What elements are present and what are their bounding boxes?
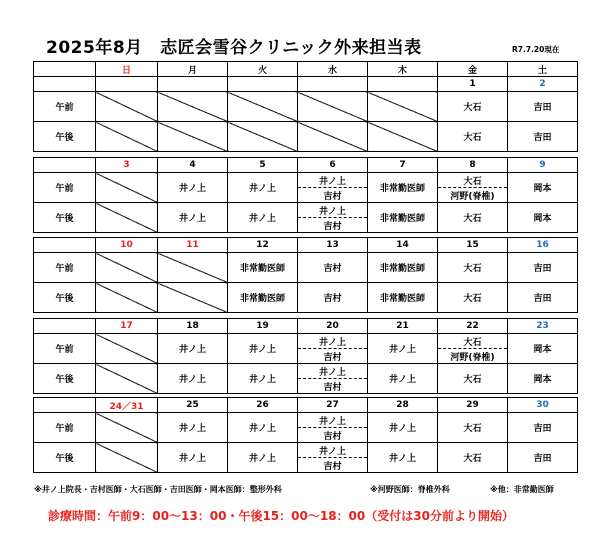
date-cell: 8	[438, 158, 508, 173]
date-cell: 28	[368, 398, 438, 413]
slot-label: 午後	[34, 283, 96, 313]
doctor-name: 吉村	[298, 283, 368, 313]
doctor-name: 井ノ上	[158, 334, 228, 364]
afternoon-row	[34, 364, 578, 394]
week-table	[33, 318, 578, 394]
date-row-label	[34, 238, 96, 253]
closed-cell	[298, 92, 368, 122]
doctor-name: 井ノ上	[158, 203, 228, 233]
closed-cell	[96, 122, 158, 152]
date-cell	[158, 77, 228, 92]
slot-label: 午前	[34, 173, 96, 203]
afternoon-row	[34, 443, 578, 473]
date-cell: 3	[96, 158, 158, 173]
day-header-row	[34, 62, 578, 77]
closed-cell	[96, 253, 158, 283]
slot-label: 午後	[34, 203, 96, 233]
doctor-name: 吉田	[508, 122, 578, 152]
date-cell	[368, 77, 438, 92]
date-cell: 1	[438, 77, 508, 92]
day-header: 水	[298, 62, 368, 77]
date-cell: 10	[96, 238, 158, 253]
closed-cell	[158, 92, 228, 122]
date-cell: 20	[298, 319, 368, 334]
doctor-name: 井ノ上	[228, 173, 298, 203]
page-title: 2025年8月 志匠会雪谷クリニック外来担当表	[46, 38, 422, 58]
morning-row	[34, 173, 578, 203]
doctor-name: 非常勤医師	[368, 253, 438, 283]
date-cell: 21	[368, 319, 438, 334]
date-cell: 9	[508, 158, 578, 173]
doctor-name: 大石	[438, 203, 508, 233]
doctor-name: 井ノ上	[368, 334, 438, 364]
date-cell: 2	[508, 77, 578, 92]
doctor-name: 井ノ上	[158, 364, 228, 394]
closed-cell	[96, 364, 158, 394]
closed-cell	[228, 92, 298, 122]
date-row-label	[34, 77, 96, 92]
date-cell: 4	[158, 158, 228, 173]
date-row	[34, 398, 578, 413]
morning-row	[34, 413, 578, 443]
day-header: 木	[368, 62, 438, 77]
date-cell: 6	[298, 158, 368, 173]
footnote-spine: ※河野医師：脊椎外科	[370, 485, 450, 494]
day-header: 日	[96, 62, 158, 77]
doctor-name: 井ノ上	[298, 334, 367, 349]
doctor-name: 井ノ上	[228, 413, 298, 443]
closed-cell	[96, 283, 158, 313]
doctor-name: 井ノ上	[298, 443, 367, 458]
doctor-name: 非常勤医師	[368, 283, 438, 313]
date-cell: 16	[508, 238, 578, 253]
as-of-date: R7.7.20現在	[512, 45, 560, 54]
schedule-cell	[298, 173, 368, 203]
date-cell: 27	[298, 398, 368, 413]
date-cell: 24／31	[96, 398, 158, 413]
doctor-name: 井ノ上	[298, 203, 367, 218]
doctor-name: 吉田	[508, 92, 578, 122]
afternoon-row	[34, 283, 578, 313]
date-cell	[228, 77, 298, 92]
slot-label: 午前	[34, 413, 96, 443]
slot-label: 午後	[34, 443, 96, 473]
date-cell: 5	[228, 158, 298, 173]
afternoon-row	[34, 122, 578, 152]
schedule-cell	[298, 364, 368, 394]
doctor-name: 岡本	[508, 334, 578, 364]
doctor-name: 井ノ上	[158, 413, 228, 443]
closed-cell	[96, 203, 158, 233]
date-row	[34, 319, 578, 334]
closed-cell	[158, 253, 228, 283]
schedule-cell	[298, 413, 368, 443]
date-row	[34, 158, 578, 173]
doctor-name: 河野(脊椎)	[450, 352, 495, 363]
slot-label: 午前	[34, 92, 96, 122]
week-table	[33, 237, 578, 313]
doctor-name: 吉村	[323, 431, 342, 442]
date-cell: 19	[228, 319, 298, 334]
slot-label: 午前	[34, 334, 96, 364]
doctor-name: 井ノ上	[368, 364, 438, 394]
doctor-name: 吉村	[323, 352, 342, 363]
doctor-name: 吉田	[508, 413, 578, 443]
date-cell: 12	[228, 238, 298, 253]
doctor-name: 吉村	[323, 221, 342, 232]
date-cell: 22	[438, 319, 508, 334]
day-header: 土	[508, 62, 578, 77]
doctor-name: 井ノ上	[298, 173, 367, 188]
doctor-name: 吉村	[323, 461, 342, 472]
doctor-name: 大石	[438, 413, 508, 443]
closed-cell	[158, 122, 228, 152]
doctor-name: 岡本	[508, 173, 578, 203]
doctor-name: 河野(脊椎)	[450, 191, 495, 202]
closed-cell	[96, 173, 158, 203]
date-cell: 17	[96, 319, 158, 334]
clinic-hours: 診療時間：午前9：00～13：00・午後15：00～18：00（受付は30分前より開始）	[48, 509, 514, 523]
doctor-name: 大石	[438, 173, 507, 188]
date-cell: 23	[508, 319, 578, 334]
schedule-cell	[298, 334, 368, 364]
doctor-name: 井ノ上	[228, 203, 298, 233]
week-table	[33, 157, 578, 233]
doctor-name: 大石	[438, 92, 508, 122]
closed-cell	[96, 413, 158, 443]
doctor-name: 井ノ上	[368, 443, 438, 473]
day-header: 金	[438, 62, 508, 77]
doctor-name: 岡本	[508, 364, 578, 394]
doctor-name: 井ノ上	[228, 364, 298, 394]
doctor-name: 吉村	[298, 253, 368, 283]
day-header: 火	[228, 62, 298, 77]
date-cell: 25	[158, 398, 228, 413]
doctor-name: 岡本	[508, 203, 578, 233]
doctor-name: 吉田	[508, 283, 578, 313]
date-row-label	[34, 319, 96, 334]
slot-label: 午後	[34, 364, 96, 394]
doctor-name: 井ノ上	[368, 413, 438, 443]
doctor-name: 非常勤医師	[228, 283, 298, 313]
slot-label: 午前	[34, 253, 96, 283]
closed-cell	[228, 122, 298, 152]
closed-cell	[298, 122, 368, 152]
date-cell: 14	[368, 238, 438, 253]
date-cell: 15	[438, 238, 508, 253]
closed-cell	[158, 283, 228, 313]
doctor-name: 吉村	[323, 382, 342, 393]
closed-cell	[368, 92, 438, 122]
date-cell: 11	[158, 238, 228, 253]
date-row-label	[34, 398, 96, 413]
date-cell: 13	[298, 238, 368, 253]
date-cell: 7	[368, 158, 438, 173]
doctor-name: 非常勤医師	[368, 173, 438, 203]
schedule-cell	[438, 334, 508, 364]
slot-label: 午後	[34, 122, 96, 152]
doctor-name: 井ノ上	[158, 173, 228, 203]
doctor-name: 井ノ上	[298, 413, 367, 428]
week-table	[33, 397, 578, 473]
day-header: 月	[158, 62, 228, 77]
closed-cell	[96, 334, 158, 364]
doctor-name: 大石	[438, 253, 508, 283]
doctor-name: 大石	[438, 364, 508, 394]
date-cell: 29	[438, 398, 508, 413]
closed-cell	[96, 92, 158, 122]
morning-row	[34, 334, 578, 364]
closed-cell	[368, 122, 438, 152]
doctor-name: 非常勤医師	[228, 253, 298, 283]
schedule-cell	[438, 173, 508, 203]
date-cell: 26	[228, 398, 298, 413]
doctor-name: 非常勤医師	[368, 203, 438, 233]
doctor-name: 大石	[438, 443, 508, 473]
doctor-name: 吉田	[508, 443, 578, 473]
week-table	[33, 61, 578, 152]
doctor-name: 吉村	[323, 191, 342, 202]
date-row-label	[34, 158, 96, 173]
doctor-name: 井ノ上	[158, 443, 228, 473]
corner-cell	[34, 62, 96, 77]
footnote-other: ※他：非常勤医師	[490, 485, 554, 494]
doctor-name: 吉田	[508, 253, 578, 283]
doctor-name: 大石	[438, 122, 508, 152]
afternoon-row	[34, 203, 578, 233]
doctor-name: 井ノ上	[228, 334, 298, 364]
doctor-name: 大石	[438, 283, 508, 313]
closed-cell	[96, 443, 158, 473]
morning-row	[34, 92, 578, 122]
doctor-name: 井ノ上	[298, 364, 367, 379]
date-cell: 30	[508, 398, 578, 413]
schedule-cell	[298, 203, 368, 233]
date-row	[34, 77, 578, 92]
date-cell	[96, 77, 158, 92]
footnote-ortho: ※井ノ上院長・吉村医師・大石医師・吉田医師・岡本医師：整形外科	[34, 485, 282, 494]
doctor-name: 大石	[438, 334, 507, 349]
doctor-name: 井ノ上	[228, 443, 298, 473]
morning-row	[34, 253, 578, 283]
date-cell	[298, 77, 368, 92]
date-cell: 18	[158, 319, 228, 334]
schedule-cell	[298, 443, 368, 473]
date-row	[34, 238, 578, 253]
